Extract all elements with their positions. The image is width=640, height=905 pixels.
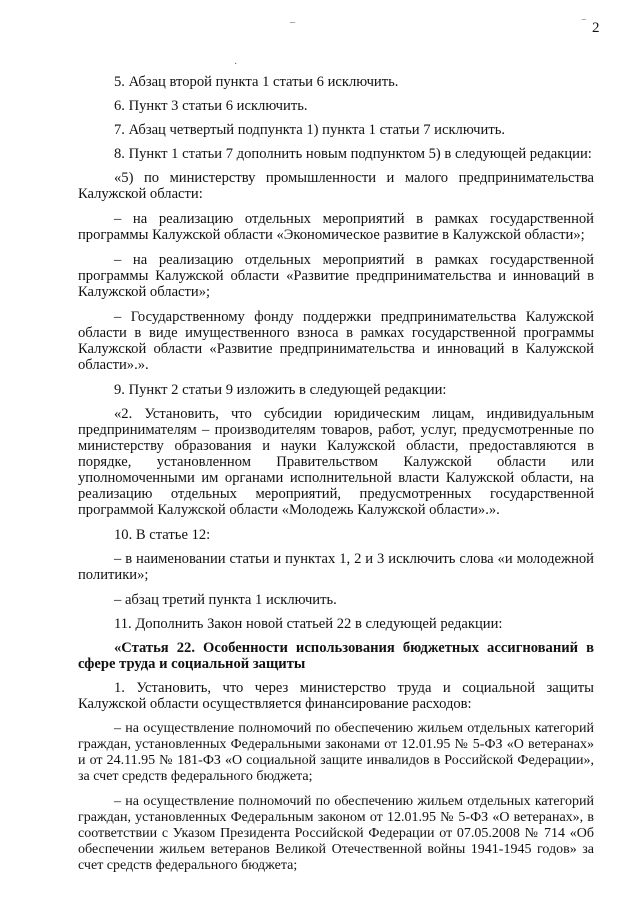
paragraph-item-5: 5. Абзац второй пункта 1 статьи 6 исключить. [114, 74, 399, 90]
paragraph-article-22-1: 1. Установить, что через министерство труда и социальной защиты Калужской области осуществляется финансирование расходов: [78, 680, 594, 712]
article-22-heading: «Статья 22. Особенности использования бюджетных ассигнований в сфере труда и социальной защиты [78, 640, 594, 672]
paragraph-dash-entrepreneurship: – на реализацию отдельных мероприятий в рамках государственной программы Калужской области «Развитие предпринимательства и инноваций в Калужской области»; [78, 252, 594, 300]
document-body [78, 74, 594, 883]
paragraph-dash-economic: – на реализацию отдельных мероприятий в рамках государственной программы Калужской области «Экономическое развитие в Калужской области»; [78, 211, 594, 243]
scan-speck: – [290, 17, 295, 28]
paragraph-dash-third: – абзац третий пункта 1 исключить. [114, 592, 337, 608]
paragraph-dash-fund: – Государственному фонду поддержки предпринимательства Калужской области в виде имущественного взноса в рамках государственной программы Калужской области «Развитие предпринимательства и инноваций в Калужской области».». [78, 309, 594, 373]
paragraph-subsidies: «2. Установить, что субсидии юридическим лицам, индивидуальным предпринимателям – производителям товаров, работ, услуг, предусмотренные по министерству образования и науки Калужской области, предоставляются в порядке, установленном Правительством Калужской области или уполномоченными им органами исполнительной власти Калужской области, на реализацию отдельных мероприятий, предусмотренных государственной программой Калужской области «Молодежь Калужской области».». [78, 406, 594, 518]
scan-speck: · [234, 59, 238, 70]
paragraph-dash-housing-2: – на осуществление полномочий по обеспечению жильем отдельных категорий граждан, установленных Федеральным законом от 12.01.95 № 5-ФЗ «О ветеранах», в соответствии с Указом Президента Российской Федерации от 07.05.2008 № 714 «Об обеспечении жильем ветеранов Великой Отечественной войны 1941-1945 годов» за счет средств федерального бюджета; [78, 794, 594, 873]
paragraph-item-10: 10. В статье 12: [114, 527, 211, 543]
paragraph-dash-housing-1: – на осуществление полномочий по обеспечению жильем отдельных категорий граждан, установленных Федеральными законами от 12.01.95 № 5-ФЗ «О ветеранах» и от 24.11.95 № 181-ФЗ «О социальной защите инвалидов в Российской Федерации», за счет средств федерального бюджета; [78, 721, 594, 784]
paragraph-subitem-5: «5) по министерству промышленности и малого предпринимательства Калужской области: [78, 170, 594, 202]
paragraph-item-8: 8. Пункт 1 статьи 7 дополнить новым подпунктом 5) в следующей редакции: [114, 146, 592, 162]
paragraph-item-7: 7. Абзац четвертый подпункта 1) пункта 1 статьи 7 исключить. [114, 122, 506, 138]
paragraph-item-11: 11. Дополнить Закон новой статьей 22 в следующей редакции: [114, 616, 503, 632]
paragraph-item-9: 9. Пункт 2 статьи 9 изложить в следующей редакции: [114, 382, 447, 398]
scan-mark: ‾ [582, 19, 586, 31]
paragraph-dash-title: – в наименовании статьи и пунктах 1, 2 и 3 исключить слова «и молодежной политики»; [78, 551, 594, 583]
page-number [582, 19, 600, 36]
page-number-text: 2 [592, 20, 600, 36]
paragraph-item-6: 6. Пункт 3 статьи 6 исключить. [114, 98, 308, 114]
